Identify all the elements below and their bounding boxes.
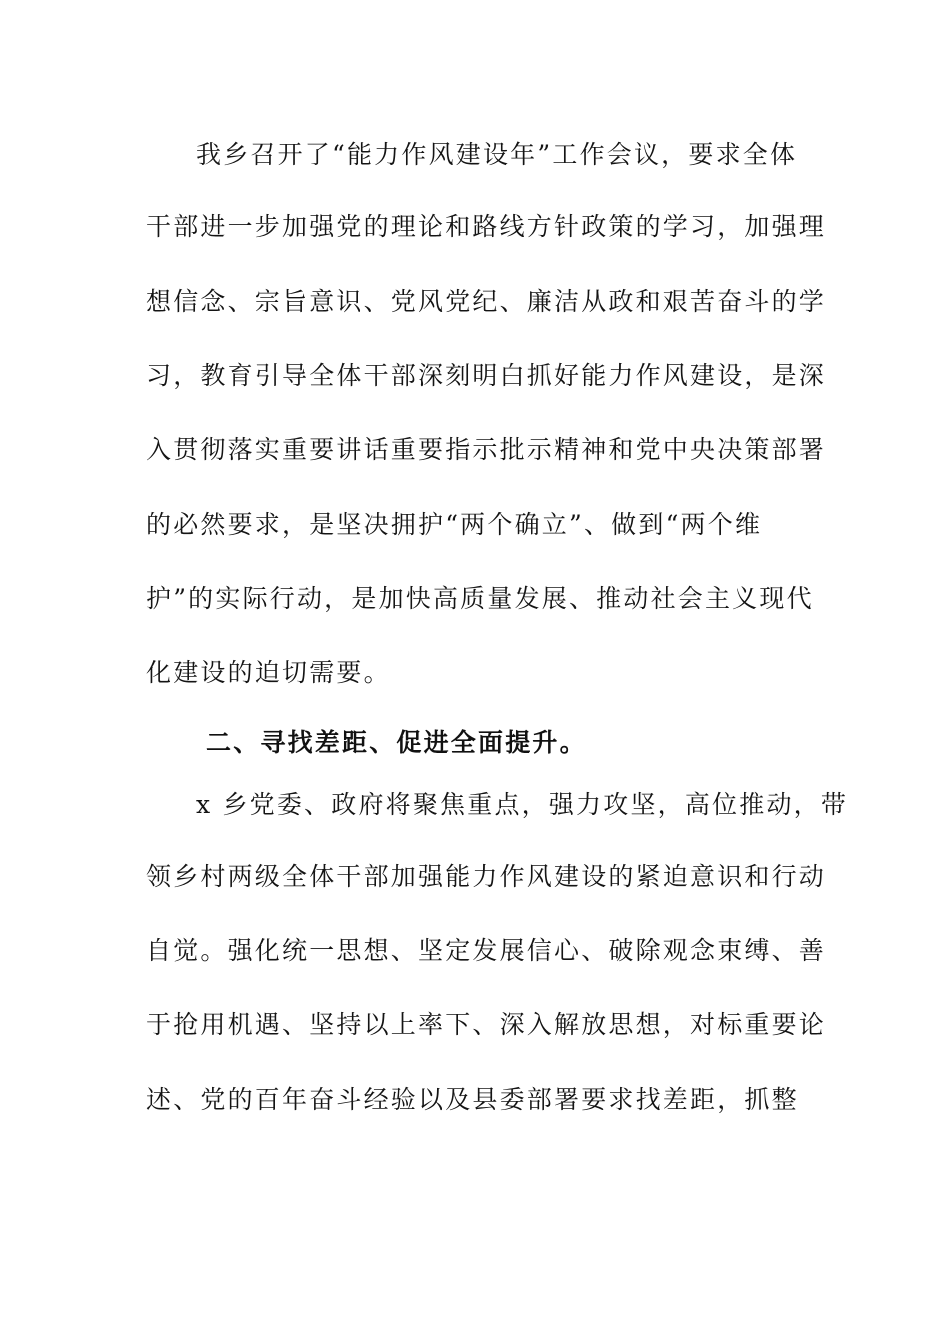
paragraph-2-line-5: 述、党的百年奋斗经验以及县委部署要求找差距，抓整 — [146, 1085, 799, 1114]
paragraph-1-line-7: 护”的实际行动，是加快高质量发展、推动社会主义现代 — [146, 584, 814, 613]
paragraph-2-line-3: 自觉。强化统一思想、坚定发展信心、破除观念束缚、善 — [146, 936, 827, 965]
paragraph-2-line-1: x 乡党委、政府将聚焦重点，强力攻坚，高位推动，带 — [196, 790, 849, 819]
paragraph-1-line-4: 习，教育引导全体干部深刻明白抓好能力作风建设，是深 — [146, 361, 827, 390]
paragraph-1-line-5: 入贯彻落实重要讲话重要指示批示精神和党中央决策部署 — [146, 435, 827, 464]
paragraph-1-line-6: 的必然要求，是坚决拥护“两个确立”、做到“两个维 — [146, 510, 763, 539]
paragraph-1-line-1: 我乡召开了“能力作风建设年”工作会议，要求全体 — [196, 140, 798, 169]
paragraph-1-line-3: 想信念、宗旨意识、党风党纪、廉洁从政和艰苦奋斗的学 — [146, 287, 827, 316]
paragraph-2-line-4: 于抢用机遇、坚持以上率下、深入解放思想，对标重要论 — [146, 1010, 827, 1039]
section-heading: 二、寻找差距、促进全面提升。 — [206, 728, 587, 757]
paragraph-1-line-8: 化建设的迫切需要。 — [146, 658, 391, 687]
paragraph-1-line-2: 干部进一步加强党的理论和路线方针政策的学习，加强理 — [146, 212, 827, 241]
paragraph-2-line-2: 领乡村两级全体干部加强能力作风建设的紧迫意识和行动 — [146, 862, 827, 891]
